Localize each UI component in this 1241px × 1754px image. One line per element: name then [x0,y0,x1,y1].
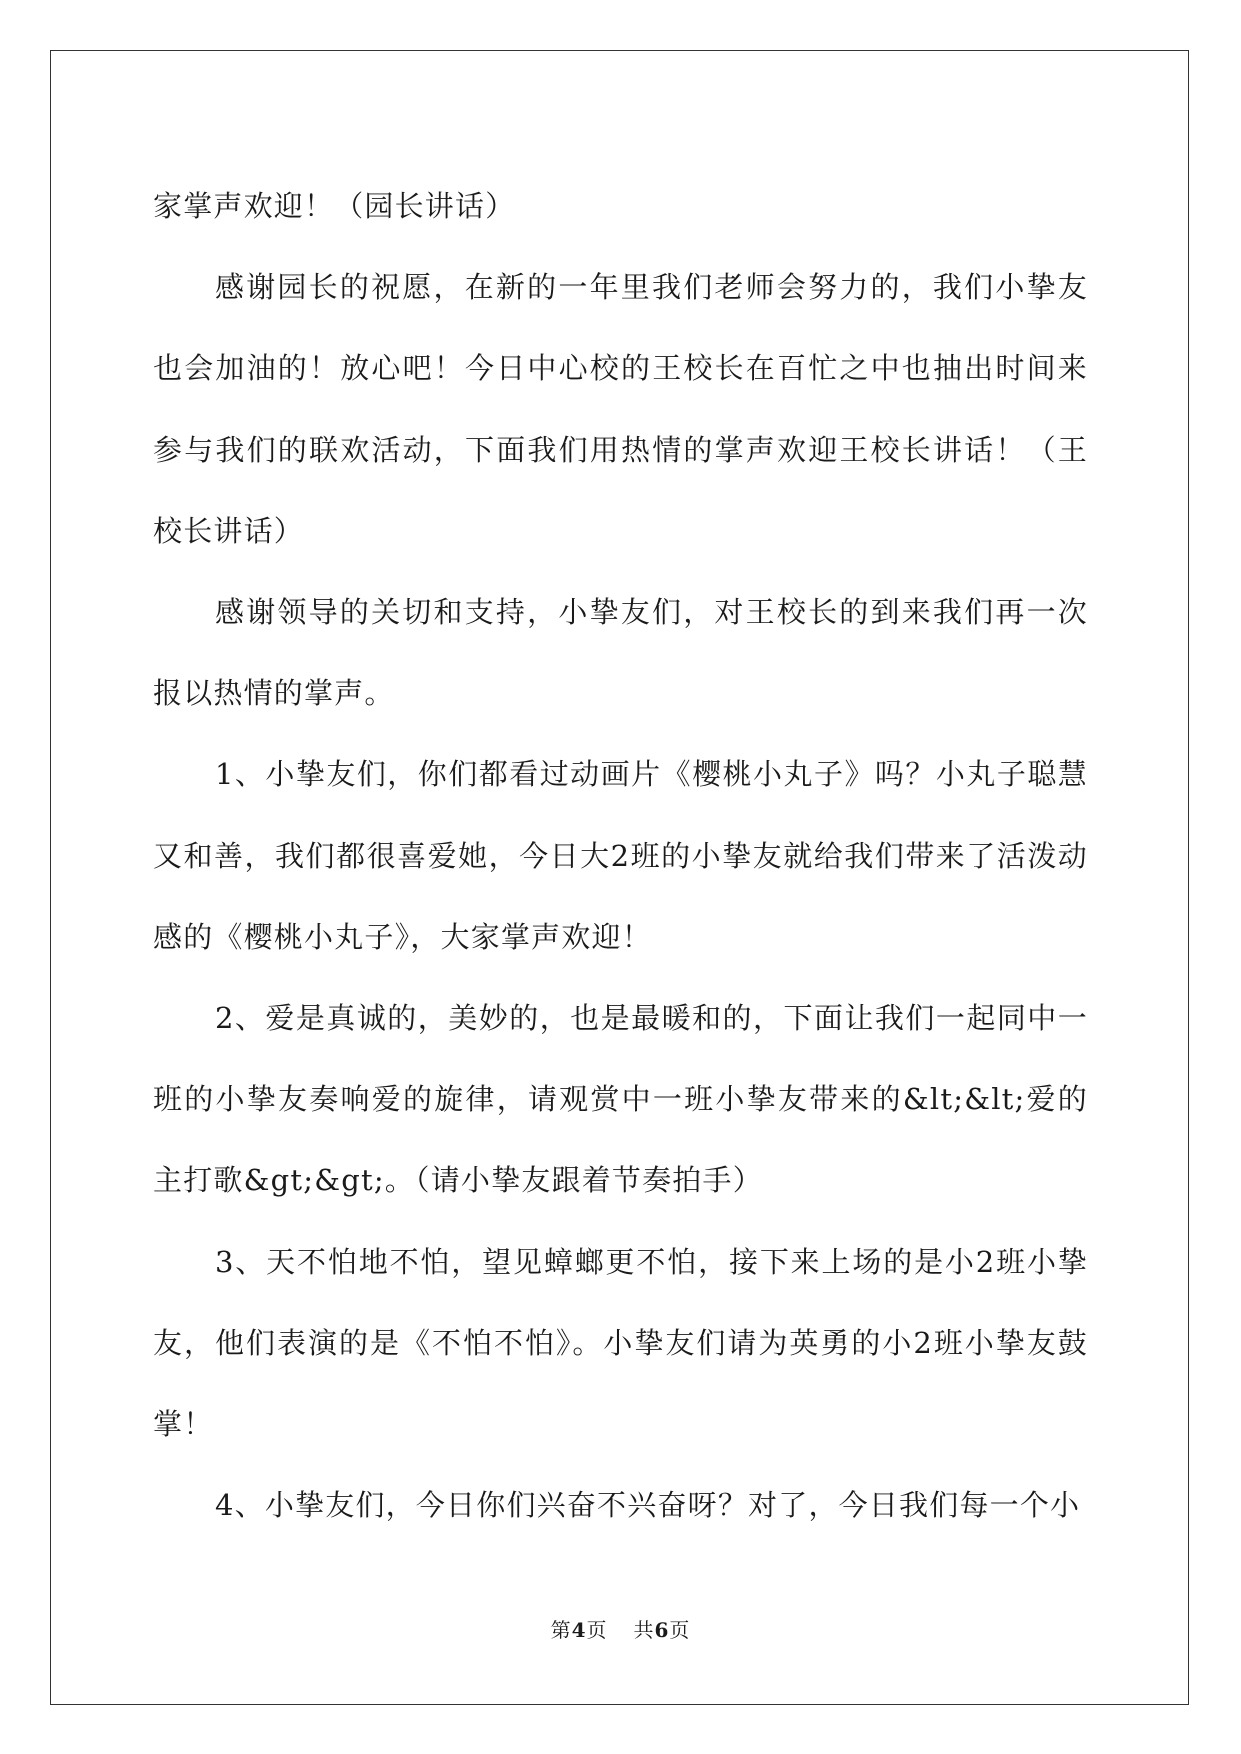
paragraph: 3、天不怕地不怕，望见蟑螂更不怕，接下来上场的是小2班小挚友，他们表演的是《不怕不怕》。小挚友们请为英勇的小2班小挚友鼓掌！ [153,1244,1088,1442]
paragraph: 2、爱是真诚的，美妙的，也是最暖和的，下面让我们一起同中一班的小挚友奏响爱的旋律，请观赏中一班小挚友带来的&lt;&lt;爱的主打歌&gt;&gt;。（请小挚友跟着节奏拍手） [153,1001,1088,1198]
paragraph: 感谢领导的关切和支持，小挚友们，对王校长的到来我们再一次报以热情的掌声。 [153,595,1088,711]
paragraph: 4、小挚友们，今日你们兴奋不兴奋呀？对了，今日我们每一个小 [215,1488,1081,1523]
paragraph: 感谢园长的祝愿，在新的一年里我们老师会努力的，我们小挚友也会加油的！放心吧！今日中心校的王校长在百忙之中也抽出时间来参与我们的联欢活动，下面我们用热情的掌声欢迎王校长讲话！（王校长讲话） [153,270,1088,548]
page-footer [0,1614,1241,1643]
total-suffix: 页 [669,1618,691,1642]
page-prefix: 第 [550,1618,572,1642]
total-pages: 6 [654,1618,670,1642]
paragraph: 家掌声欢迎！（园长讲话） [153,189,516,223]
total-prefix: 共 [633,1618,655,1642]
paragraph: 1、小挚友们，你们都看过动画片《樱桃小丸子》吗？小丸子聪慧又和善，我们都很喜爱她，今日大2班的小挚友就给我们带来了活泼动感的《樱桃小丸子》，大家掌声欢迎！ [153,757,1088,954]
document-body [153,166,1088,1546]
page-number: 4 [571,1618,587,1642]
page-suffix: 页 [586,1618,608,1642]
